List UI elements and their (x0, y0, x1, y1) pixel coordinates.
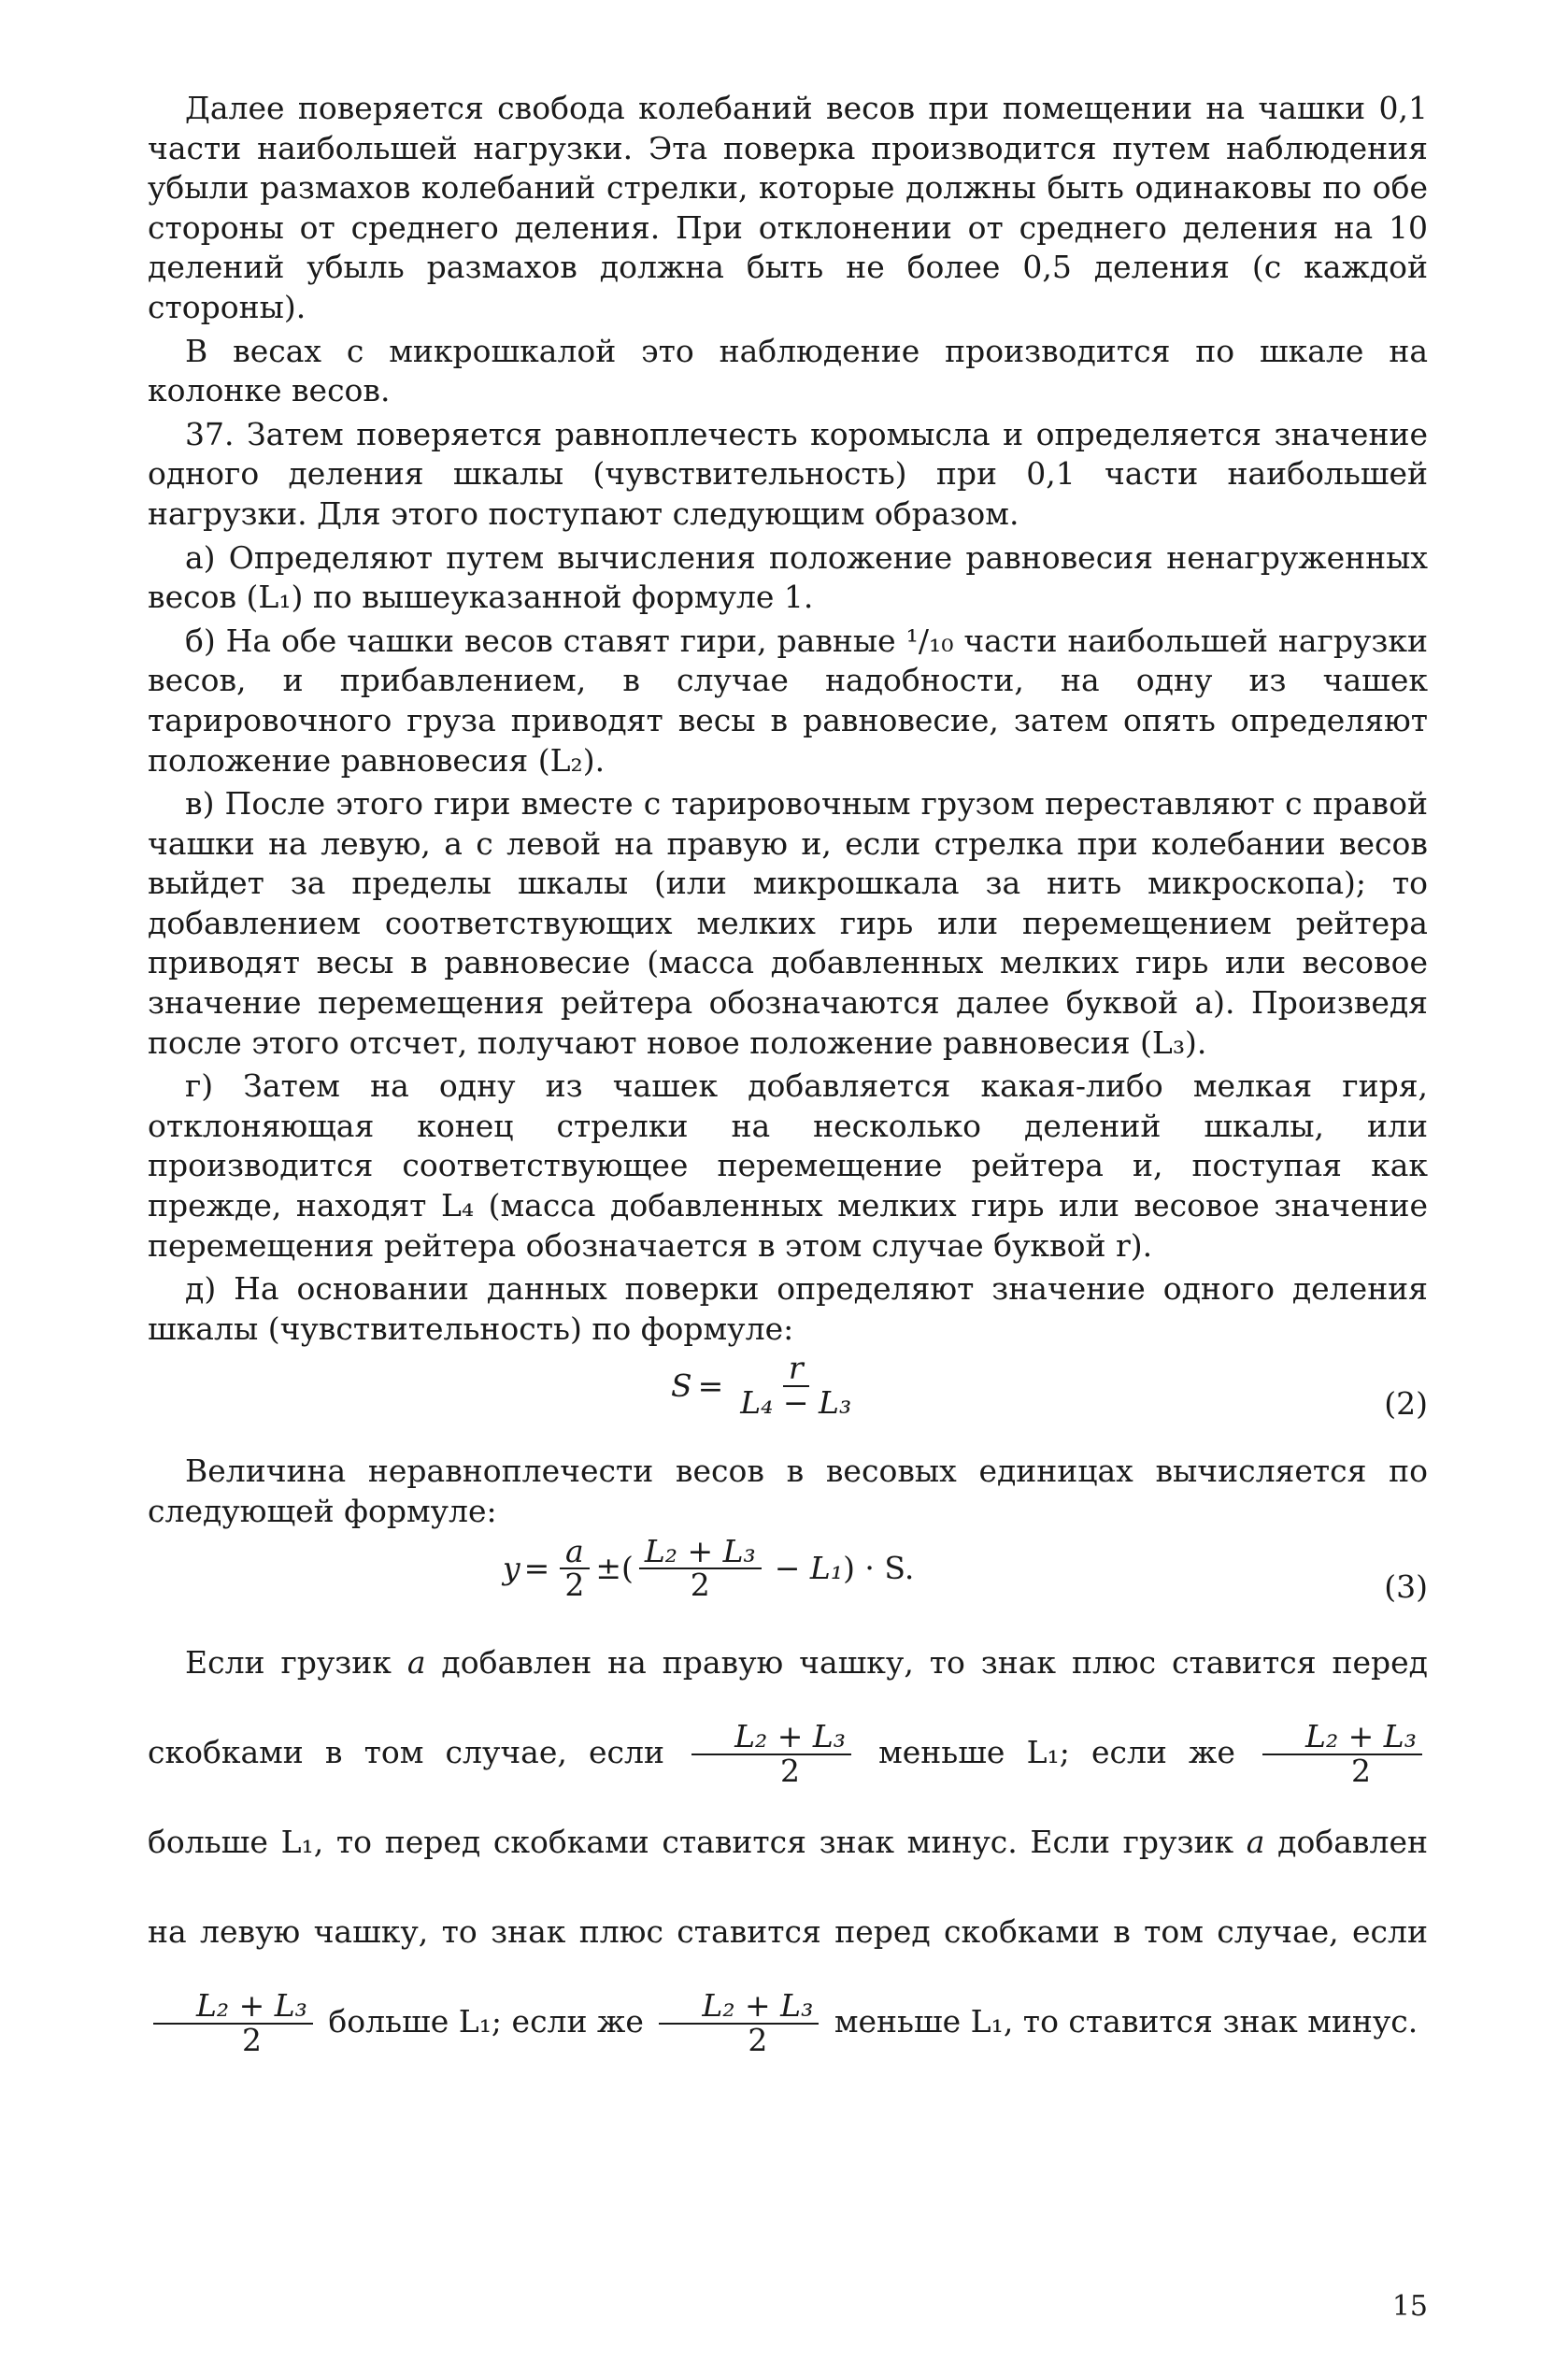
eq3-label: (3) (1384, 1568, 1428, 1605)
rule1-text-a: Если грузик (185, 1643, 407, 1681)
eq3-l-numerator: L₂ + L₃ (639, 1536, 762, 1570)
paragraph-step-b: б) На обе чашки весов ставят гири, равные ¹/₁₀ части наибольшей нагрузки весов, и прибавлением, в случае надобности, на одну из чашек тарировочного груза приводят весы в равновесие, затем опять определяют положение равновесия (L₂). (148, 622, 1428, 779)
paragraph-step-a: а) Определяют путем вычисления положение равновесия ненагруженных весов (L₁) по вышеуказанной формуле 1. (148, 538, 1428, 616)
paragraph-microscale: В весах с микрошкалой это наблюдение производится по шкале на колонке весов. (148, 332, 1428, 409)
rule1-fraction (691, 1717, 851, 1789)
paragraph-sign-rules (148, 1618, 1428, 2067)
page-text (148, 89, 1428, 2070)
rule3-frac-num: L₂ + L₃ (659, 1990, 819, 2025)
paragraph-step-d: д) На основании данных поверки определяют значение одного деления шкалы (чувствительность) по формуле: (148, 1270, 1428, 1347)
rule1-var-a: a (406, 1643, 426, 1681)
rule2-frac-den: 2 (1350, 1752, 1371, 1789)
eq3-a-denominator: 2 (564, 1567, 585, 1604)
rule2b-frac-den: 2 (241, 2021, 262, 2058)
eq3-open-paren: ( (620, 1549, 634, 1586)
rule1-frac-num: L₂ + L₃ (691, 1721, 851, 1755)
rule2-text-d: больше L₁; (328, 2002, 503, 2040)
paragraph-free-oscillation: Далее поверяется свобода колебаний весов при помещении на чашки 0,1 части наибольшей нагрузки. Эта поверка производится путем наблюдения убыли размахов колебаний стрелки, которые должны быть одинаковы по обе стороны от среднего деления. При отклонении от среднего деления на 10 делений убыль размахов должна быть не более 0,5 деления (с каждой стороны). (148, 90, 1428, 325)
paragraph-step-g: г) Затем на одну из чашек добавляется какая-либо мелкая гиря, отклоняющая конец стрелки на несколько делений шкалы, или производится соответствующее перемещение рейтера и, поступая как прежде, находят L₄ (масса добавленных мелких гирь или весовое значение перемещения рейтера обозначается в этом случае буквой r). (148, 1067, 1428, 1264)
rule2-var-a: a (1246, 1823, 1265, 1860)
paragraph-inequality-intro: Величина неравноплечести весов в весовых единицах вычисляется по следующей формуле: (148, 1453, 1428, 1529)
rule2-text-a: если же (1090, 1733, 1235, 1770)
rule2b-frac-num: L₂ + L₃ (153, 1990, 313, 2025)
eq3-lhs: y (503, 1549, 520, 1586)
eq2-fraction (734, 1350, 857, 1422)
eq3-a-numerator: a (560, 1536, 590, 1570)
eq3-equals: = (523, 1549, 550, 1586)
eq3-minus-l1: − L₁ (774, 1549, 844, 1586)
eq2-equals: = (697, 1367, 724, 1404)
rule3-text-b: меньше L₁, то ставится знак минус. (834, 2002, 1418, 2040)
rule2-text-c: добавлен на левую чашку, то знак плюс ставится перед скобками в том случае, если (148, 1823, 1428, 1950)
eq3-a-fraction (559, 1532, 590, 1604)
equation-3 (148, 1532, 1428, 1618)
eq2-lhs: S (671, 1367, 692, 1404)
paragraph-37: 37. Затем поверяется равноплечесть коромысла и определяется значение одного деления шкалы (чувствительность) при 0,1 части наибольшей нагрузки. Для этого поступают следующим образом. (148, 415, 1428, 532)
eq3-close: ) · S. (843, 1549, 915, 1586)
eq3-plus-minus: ± (595, 1549, 621, 1586)
page-number: 15 (1391, 2290, 1428, 2323)
rule3-frac-den: 2 (748, 2021, 768, 2058)
eq2-denominator: L₄ − L₃ (740, 1384, 852, 1422)
eq2-numerator: r (783, 1353, 809, 1387)
rule2-frac-num: L₂ + L₃ (1262, 1721, 1422, 1755)
equation-2 (148, 1350, 1428, 1452)
rule2b-fraction (153, 1986, 313, 2058)
rule2-fraction (1262, 1717, 1422, 1789)
eq2-label: (2) (1384, 1385, 1428, 1423)
rule2-text-b: больше L₁, то перед скобками ставится знак минус. Если грузик (148, 1823, 1247, 1860)
rule3-text-a: если же (511, 2002, 644, 2040)
rule3-fraction (659, 1986, 819, 2058)
eq3-l-fraction (639, 1532, 762, 1604)
rule1-text-b: добавлен на правую чашку, то знак плюс ставится перед скобками в том случае, если (148, 1643, 1429, 1770)
eq3-l-denominator: 2 (690, 1567, 710, 1604)
rule1-text-c: меньше L₁; (878, 1733, 1070, 1770)
rule1-frac-den: 2 (780, 1752, 801, 1789)
paragraph-step-v: в) После этого гири вместе с тарировочным грузом переставляют с правой чашки на левую, а с левой на правую и, если стрелка при колебании весов выйдет за пределы шкалы (или микрошкала за нить микроскопа); то добавлением соответствующих мелких гирь или перемещением рейтера приводят весы в равновесие (масса добавленных мелких гирь или весовое значение перемещения рейтера обозначаются далее буквой a). Произведя после этого отсчет, получают новое положение равновесия (L₃). (148, 785, 1428, 1061)
